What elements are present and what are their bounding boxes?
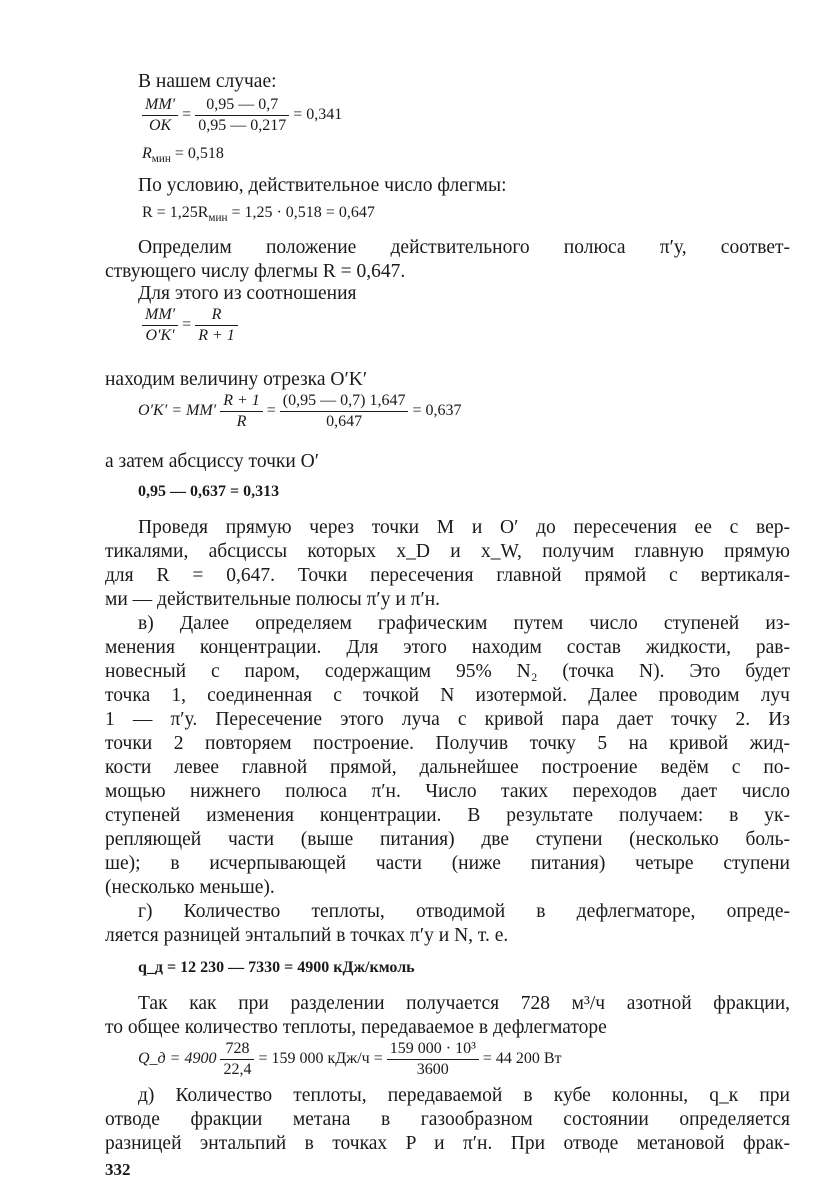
- text-line: ше); в исчерпывающей части (ниже питания) четыре ступени: [105, 853, 790, 874]
- fraction: [220, 1040, 254, 1079]
- text-line: д) Количество теплоты, передаваемой в кубе колонны, q_к при: [138, 1085, 790, 1106]
- formula-part: R = 1,25R: [142, 204, 209, 221]
- text-line: Так как при разделении получается 728 м³/ч азотной фракции,: [138, 993, 790, 1014]
- text-line: Проведя прямую через точки M и O′ до пересечения ее с вер-: [138, 517, 790, 538]
- text-line: ми — действительные полюсы π′у и π′н.: [105, 589, 441, 610]
- formula-ratio-mm-ok-prime: [138, 306, 242, 345]
- denominator: OK: [148, 117, 172, 134]
- numerator: MM′: [142, 96, 178, 116]
- equals-sign: =: [182, 106, 192, 124]
- formula-abscissa: 0,95 — 0,637 = 0,313: [138, 483, 280, 500]
- equals-sign: =: [266, 402, 276, 420]
- formula-part: = 1,25 · 0,518 = 0,647: [231, 204, 375, 221]
- page-number: 332: [105, 1160, 131, 1179]
- fraction: [195, 96, 289, 135]
- fraction: [142, 96, 178, 135]
- text-line: (несколько меньше).: [105, 877, 275, 898]
- fraction: [220, 392, 263, 431]
- text-line: то общее количество теплоты, передаваемое в дефлегматоре: [105, 1017, 607, 1038]
- numerator: R: [195, 306, 238, 326]
- denominator: O′K′: [145, 327, 175, 344]
- result: = 0,637: [412, 402, 462, 420]
- numerator: 0,95 — 0,7: [195, 96, 289, 116]
- fraction: [195, 306, 238, 345]
- denominator: 0,647: [326, 413, 363, 430]
- formula-ok-prime: [138, 392, 461, 431]
- subscript: мин: [208, 212, 228, 225]
- text-line: менения концентрации. Для этого находим состав жидкости, рав-: [105, 637, 790, 658]
- formula-ratio-mm-ok: [138, 96, 342, 135]
- result: = 0,341: [293, 106, 343, 124]
- text-line: а затем абсциссу точки O′: [105, 451, 320, 472]
- denominator: 22,4: [223, 1061, 252, 1078]
- equals-sign: =: [182, 316, 192, 334]
- numerator: 728: [220, 1040, 254, 1060]
- text-line: отводе фракции метана в газообразном состоянии определяется: [105, 1109, 790, 1130]
- text-line: ляется разницей энтальпий в точках π′у и N, т. е.: [105, 925, 509, 946]
- text-line: г) Количество теплоты, отводимой в дефлегматоре, опреде-: [138, 901, 790, 922]
- text-line: ствующего числу флегмы R = 0,647.: [105, 261, 406, 282]
- fraction: [387, 1040, 479, 1079]
- text-line: мощью нижнего полюса π′н. Число таких переходов дает число: [105, 781, 790, 802]
- text-line: в) Далее определяем графическим путем число ступеней из-: [138, 613, 790, 634]
- text-line: репляющей части (выше питания) две ступени (несколько боль-: [105, 829, 790, 850]
- text-line: По условию, действительное число флегмы:: [138, 175, 507, 196]
- denominator: R + 1: [198, 327, 235, 344]
- text-line: для R = 0,647. Точки пересечения главной прямой с вертикаля-: [105, 565, 790, 586]
- numerator: (0,95 — 0,7) 1,647: [280, 392, 409, 412]
- text-line: тикалями, абсциссы которых x_D и x_W, получим главную прямую: [105, 541, 790, 562]
- formula-part: = 159 000 кДж/ч =: [258, 1050, 383, 1068]
- text-line: кости левее главной прямой, дальнейшее построение ведём с по-: [105, 757, 790, 778]
- numerator: 159 000 · 10³: [387, 1040, 479, 1060]
- text-line: точка 1, соединенная с точкой N изотермой. Далее проводим луч: [105, 685, 790, 706]
- subscript: мин: [151, 153, 171, 166]
- text-line: ступеней изменения концентрации. В результате получаем: в ук-: [105, 805, 790, 826]
- formula-part: Q_д = 4900: [138, 1050, 217, 1068]
- text-line: новесный с паром, содержащим 95% N₂ (точка N). Это будет: [105, 661, 790, 682]
- denominator: 3600: [416, 1061, 449, 1078]
- formula-part: O′K′ = MM′: [138, 402, 217, 420]
- formula-rmin: [142, 144, 224, 164]
- denominator: 0,95 — 0,217: [198, 117, 287, 134]
- text-line: В нашем случае:: [138, 71, 277, 92]
- result: = 44 200 Вт: [482, 1050, 562, 1068]
- text-line: точки 2 повторяем построение. Получив точку 5 на кривой жид-: [105, 733, 790, 754]
- formula-Qd: [138, 1040, 562, 1079]
- symbol: R: [142, 145, 152, 162]
- fraction: [280, 392, 409, 431]
- text-line: Для этого из соотношения: [138, 283, 357, 304]
- numerator: MM′: [142, 306, 178, 326]
- text-line: разницей энтальпий в точках P и π′н. При отводе метановой фрак-: [105, 1133, 790, 1154]
- text-line: Определим положение действительного полюса π′у, соответ-: [138, 237, 790, 258]
- formula-r: [142, 203, 375, 223]
- text-line: 1 — π′у. Пересечение этого луча с кривой пара дает точку 2. Из: [105, 709, 790, 730]
- denominator: R: [236, 413, 247, 430]
- formula-qd: q_д = 12 230 — 7330 = 4900 кДж/кмоль: [138, 959, 415, 976]
- fraction: [142, 306, 178, 345]
- numerator: R + 1: [220, 392, 263, 412]
- value: = 0,518: [174, 145, 224, 162]
- text-line: находим величину отрезка O′K′: [105, 369, 368, 390]
